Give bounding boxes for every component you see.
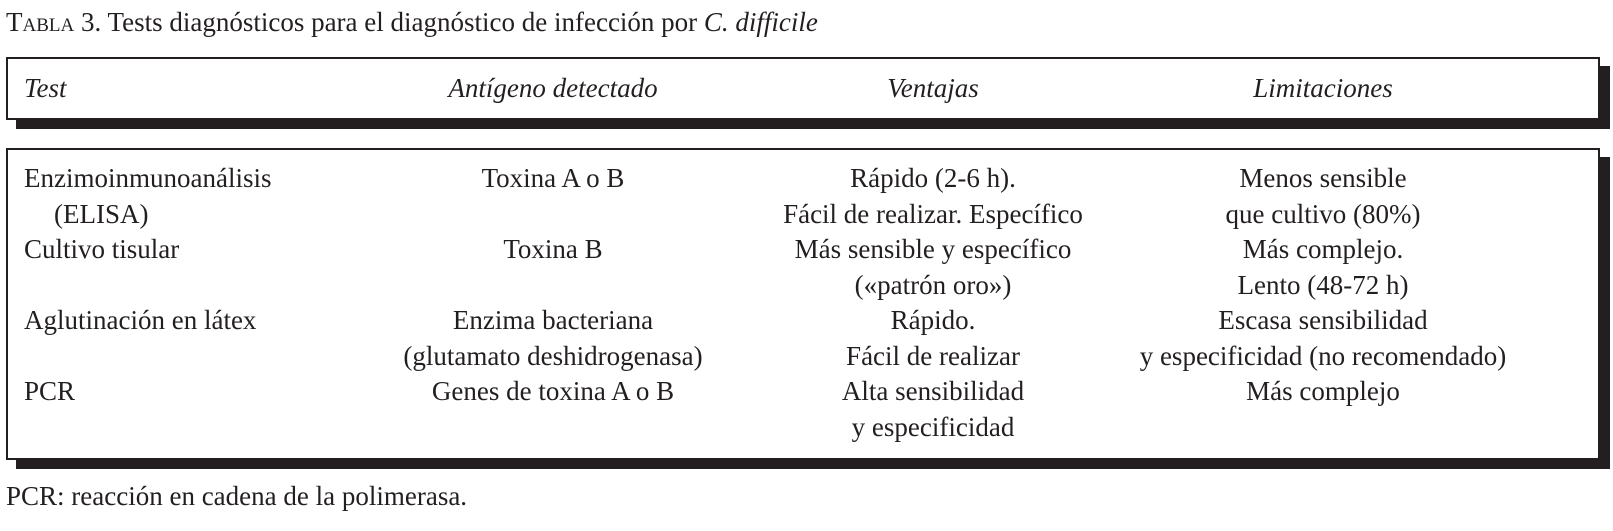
table-cell: Enzima bacteriana: [452, 305, 654, 335]
table-header: [6, 57, 1600, 120]
table-cell: (ELISA): [54, 199, 149, 229]
header-limitations: Limitaciones: [1253, 73, 1393, 103]
table-cell: Fácil de realizar. Específico: [783, 199, 1083, 229]
table-cell: Toxina B: [503, 234, 603, 264]
table-cell: Alta sensibilidad: [841, 376, 1025, 406]
table-cell: Lento (48-72 h): [1237, 270, 1409, 300]
row-pcr-limitations: [1113, 373, 1533, 409]
row-cultivo-limitations: [1113, 231, 1533, 303]
header-test: Test: [24, 73, 67, 103]
header-antigen: Antígeno detectado: [448, 73, 658, 103]
row-pcr-antigen: [378, 373, 728, 409]
row-cultivo-test: [24, 231, 179, 267]
table-cell: Más complejo.: [1242, 234, 1404, 264]
table-cell: (glutamato deshidrogenasa): [403, 341, 703, 371]
table-cell: Rápido (2-6 h).: [850, 163, 1016, 193]
table-cell: («patrón oro»): [854, 270, 1012, 300]
row-latex-advantages: [758, 302, 1108, 374]
table-cell: Rápido.: [890, 305, 976, 335]
row-elisa-limitations: [1113, 160, 1533, 232]
table-cell: Genes de toxina A o B: [431, 376, 675, 406]
table-cell: Toxina A o B: [481, 163, 625, 193]
table-cell: Escasa sensibilidad: [1218, 305, 1428, 335]
table-cell: y especificidad (no recomendado): [1139, 341, 1507, 371]
table-cell: Enzimoinmunoanálisis: [24, 163, 272, 193]
table-cell: Cultivo tisular: [24, 234, 180, 264]
table-caption-organism: C. difficile: [703, 7, 818, 37]
row-pcr-advantages: [758, 373, 1108, 445]
table-cell: y especificidad: [851, 412, 1015, 442]
row-elisa-antigen: [378, 160, 728, 196]
table-body: [6, 148, 1600, 460]
header-advantages: Ventajas: [887, 73, 979, 103]
row-latex-antigen: [378, 302, 728, 374]
table-cell: Más complejo: [1246, 376, 1400, 406]
row-cultivo-antigen: [378, 231, 728, 267]
table-cell: Aglutinación en látex: [24, 305, 257, 335]
row-latex-limitations: [1113, 302, 1533, 374]
row-elisa-test: [24, 160, 271, 232]
row-elisa-advantages: [758, 160, 1108, 232]
table-footnote: PCR: reacción en cadena de la polimerasa.: [6, 481, 468, 511]
row-latex-test: [24, 302, 256, 338]
table-cell: PCR: [24, 376, 76, 406]
row-pcr-test: [24, 373, 75, 409]
table-cell: Fácil de realizar: [846, 341, 1020, 371]
table-cell: que cultivo (80%): [1225, 199, 1421, 229]
table-caption: [6, 6, 818, 38]
table-cell: Menos sensible: [1239, 163, 1407, 193]
table-caption-label: Tabla 3.: [6, 7, 102, 37]
table-cell: Más sensible y específico: [794, 234, 1072, 264]
row-cultivo-advantages: [758, 231, 1108, 303]
table-caption-text: Tests diagnósticos para el diagnóstico de infección por: [101, 7, 704, 37]
